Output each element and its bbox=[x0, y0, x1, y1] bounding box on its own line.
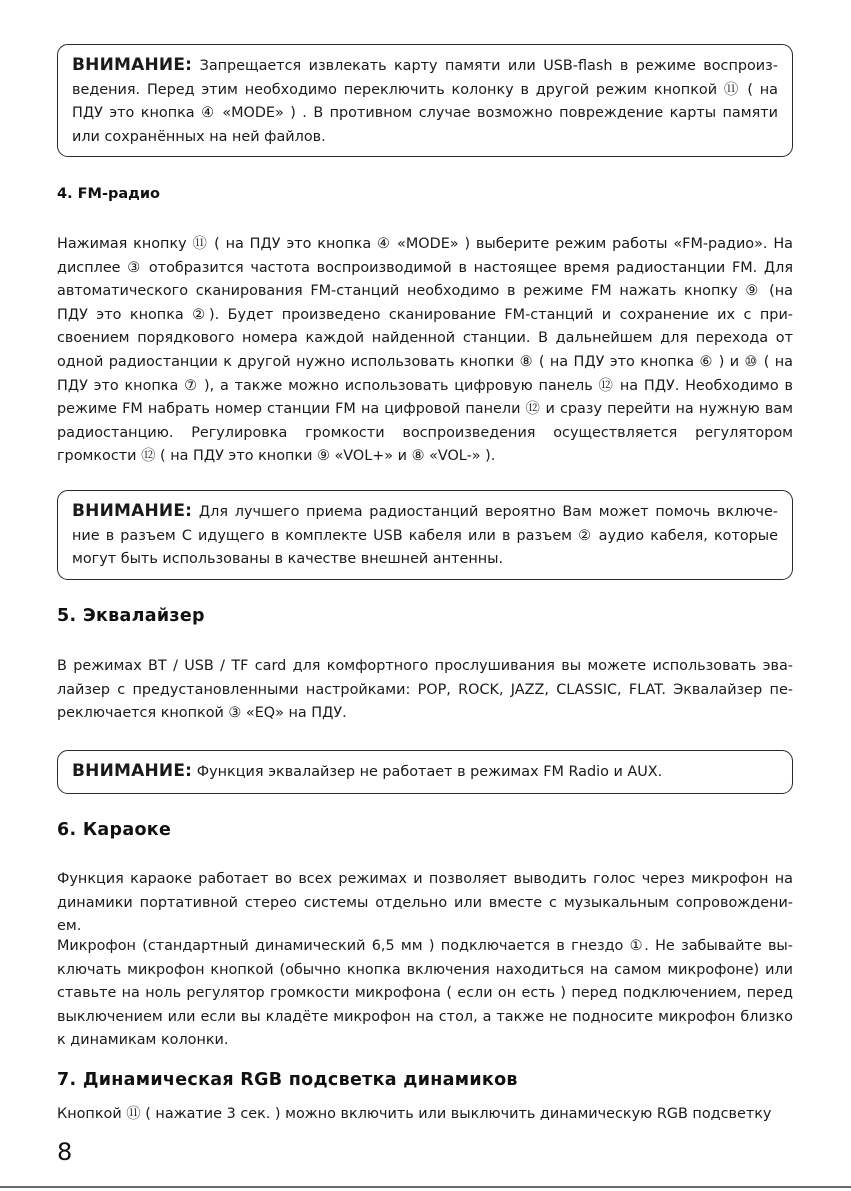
section-text-karaoke-mic: Микрофон (стандартный динамический 6,5 мм ) подключается в гнездо ①. Не забывайте вы-ключать микрофон кнопкой (обычно кнопка включения находиться на самом микрофоне) или ставьте на ноль регулятор громкости микрофона ( если он есть ) перед подключением, перед выключением или если вы кладёте микрофон на стол, а также не подносите микрофон близко к динамикам колонки. bbox=[57, 938, 793, 1049]
section-text-rgb-lighting: Кнопкой ⑪ ( нажатие 3 сек. ) можно включить или выключить динамическую RGB подсветку bbox=[57, 1106, 772, 1122]
section-heading-fm-radio: 4. FM-радио bbox=[57, 186, 160, 202]
warning-text: Запрещается извлекать карту памяти или USB-flash в режиме воспроиз-ведения. Перед этим необходимо переключить колонку в другой режим кнопкой ⑪ ( на ПДУ это кнопка ④ «MODE» ) . В противном случае возможно повреждение карты памяти или сохранённых на ней файлов. bbox=[72, 58, 778, 145]
warning-label: ВНИМАНИЕ: bbox=[72, 501, 193, 521]
warning-box-memory-card bbox=[57, 44, 793, 157]
section-heading-rgb-lighting: 7. Динамическая RGB подсветка динамиков bbox=[57, 1070, 518, 1090]
warning-box-equalizer bbox=[57, 750, 793, 794]
warning-text: Для лучшего приема радиостанций вероятно Вам может помочь включе-ние в разъем C идущего в комплекте USB кабеля или в разъем ② аудио кабеля, которые могут быть использованы в качестве внешней антенны. bbox=[72, 504, 778, 567]
warning-box-antenna bbox=[57, 490, 793, 580]
section-heading-karaoke: 6. Караоке bbox=[57, 820, 172, 840]
warning-text: Функция эквалайзер не работает в режимах FM Radio и AUX. bbox=[192, 764, 663, 780]
section-text-karaoke-intro: Функция караоке работает во всех режимах и позволяет выводить голос через микрофон на динамики портативной стерео системы отдельно или вместе с музыкальным сопровождени-ем. bbox=[57, 871, 793, 935]
warning-label: ВНИМАНИЕ: bbox=[72, 761, 193, 781]
warning-label: ВНИМАНИЕ: bbox=[72, 55, 193, 75]
section-text-fm-radio: Нажимая кнопку ⑪ ( на ПДУ это кнопка ④ «MODE» ) выберите режим работы «FM-радио». На дисплее ③ отобразится частота воспроизводимой в настоящее время радиостанции FM. Для автоматического сканирования FM-станций необходимо в режиме FM нажать кнопку ⑨ (на ПДУ это кнопка ②). Будет произведено сканирование FM-станций и сохранение их с при-своением порядкового номера каждой найденной станции. В дальнейшем для перехода от одной радиостанции к другой нужно использовать кнопки ⑧ ( на ПДУ это кнопка ⑥ ) и ⑩ ( на ПДУ это кнопка ⑦ ), а также можно использовать цифровую панель ⑫ на ПДУ. Необходимо в режиме FM набрать номер станции FM на цифровой панели ⑫ и сразу перейти на нужную вам радиостанцию. Регулировка громкости воспроизведения осуществляется регулятором громкости ⑫ ( на ПДУ это кнопки ⑨ «VOL+» и ⑧ «VOL-» ). bbox=[57, 236, 793, 465]
bottom-border-line bbox=[0, 1186, 851, 1188]
section-text-equalizer: В режимах BT / USB / TF card для комфортного прослушивания вы можете использовать эва-лайзер с предустановленными настройками: POP, ROCK, JAZZ, CLASSIC, FLAT. Эквалайзер пе-реключается кнопкой ③ «EQ» на ПДУ. bbox=[57, 658, 793, 722]
section-heading-equalizer: 5. Эквалайзер bbox=[57, 606, 205, 626]
page-number: 8 bbox=[57, 1138, 73, 1166]
